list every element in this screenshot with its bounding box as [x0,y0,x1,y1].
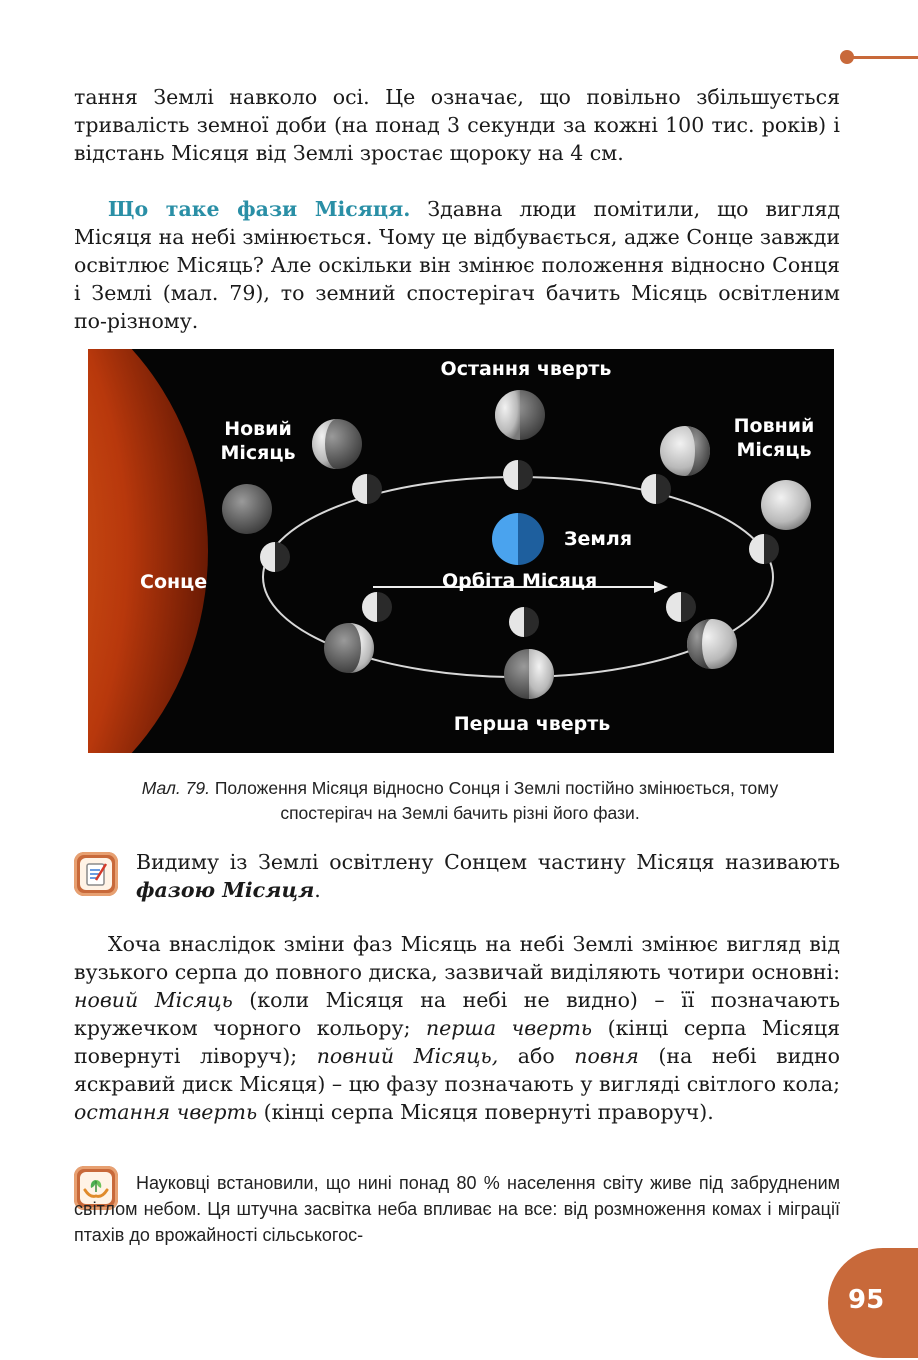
orbit-moon-bottom-left [362,592,392,622]
top-decor-dot [840,50,854,64]
ecology-note: Науковці встановили, що нині понад 80 % населення світу живе під забрудненим світлом небом. Ця штучна засвітка неба впливає на все: від розмноження комах і міграції птахів до врожайності сільськогос- [74,1173,840,1245]
term-first-quarter: перша чверть [425,1016,593,1040]
phase-moon-full [761,480,811,530]
paragraph-phases [74,195,840,335]
definition-end: . [314,878,321,902]
figure-caption [100,776,820,826]
orbit-moon-top-left [352,474,382,504]
text-part: (коли Місяця на небі не видно) – її позначають кружечком чорного кольору; [74,988,841,1040]
definition-body: Видиму із Землі освітлену Сонцем частину Місяця називають [136,850,840,874]
page-number: 95 [848,1285,885,1315]
sun-disc [88,349,208,753]
definition-term: фазою Місяця [136,878,315,902]
orbit-moon-right [749,534,779,564]
text-part: Хоча внаслідок зміни фаз Місяць на небі Землі змінює вигляд від вузького серпа до повного диска, зазвичай виділяють чотири основні: [74,932,840,984]
orbit-moon-top [503,460,533,490]
definition-notebook-icon [74,852,118,896]
orbit-moon-bottom [509,607,539,637]
label-full-moon-line2: Місяць [736,439,812,461]
label-last-quarter: Остання чверть [440,358,612,380]
caption-text: Положення Місяця відносно Сонця і Землі постійно змінюється, тому спостерігач на Землі бачить різні його фази. [209,778,779,823]
text-part: (кінці серпа Місяця повернуті ліворуч); [74,1016,841,1068]
label-first-quarter: Перша чверть [453,713,611,735]
orbit-moon-bottom-right [666,592,696,622]
phase-moon-waning-crescent [312,419,362,469]
term-povnia: повня [574,1044,639,1068]
phase-moon-waxing-crescent [324,623,374,673]
phase-moon-waning-gibbous [660,426,710,476]
label-new-moon-line2: Місяць [220,442,296,464]
label-new-moon-line1: Новий [224,418,292,440]
label-full-moon-line1: Повний [733,415,815,437]
top-decor-line [852,56,918,59]
paragraph-intro: тання Землі навколо осі. Це означає, що повільно збільшується тривалість земної доби (на понад 3 секунди за кожні 100 тис. років) і відстань Місяця від Землі зростає щороку на 4 см. [74,85,840,165]
phase-moon-new [222,484,272,534]
section-heading: Що таке фази Місяця. [108,197,411,221]
phase-moon-last-quarter [495,390,545,440]
orbit-moon-left [260,542,290,572]
caption-ref: Мал. 79. [141,778,210,798]
term-new-moon: новий Місяць [74,988,233,1012]
definition-text [136,848,840,904]
moon-phases-diagram [88,349,834,753]
text-part: (кінці серпа Місяця повернуті праворуч). [257,1100,714,1124]
orbit-moon-top-right [641,474,671,504]
orbit-arrow-head [654,581,668,593]
text-part: (на небі видно яскравий диск Місяця) – цю фазу позначають у вигляді світлого кола; [74,1044,840,1096]
label-orbit: Орбіта Місяця [442,570,598,592]
paragraph-four-phases [74,930,840,1126]
phase-moon-first-quarter [504,649,554,699]
text-part: або [498,1044,575,1068]
label-earth: Земля [564,528,633,550]
earth [492,513,544,565]
section-text: Здавна люди помітили, що вигляд Місяця на небі змінюється. Чому це відбувається, адже Сонце завжди освітлює Місяць? Але оскільки він змінює положення відносно Сонця і Землі (мал. 79), то земний спостерігач бачить Місяць освітленим по-різному. [74,197,841,333]
term-last-quarter: остання чверть [74,1100,258,1124]
moon-phases-figure [88,349,834,753]
phase-moon-waxing-gibbous [687,619,737,669]
label-sun: Сонце [140,571,208,593]
term-full-moon: повний Місяць, [316,1044,499,1068]
